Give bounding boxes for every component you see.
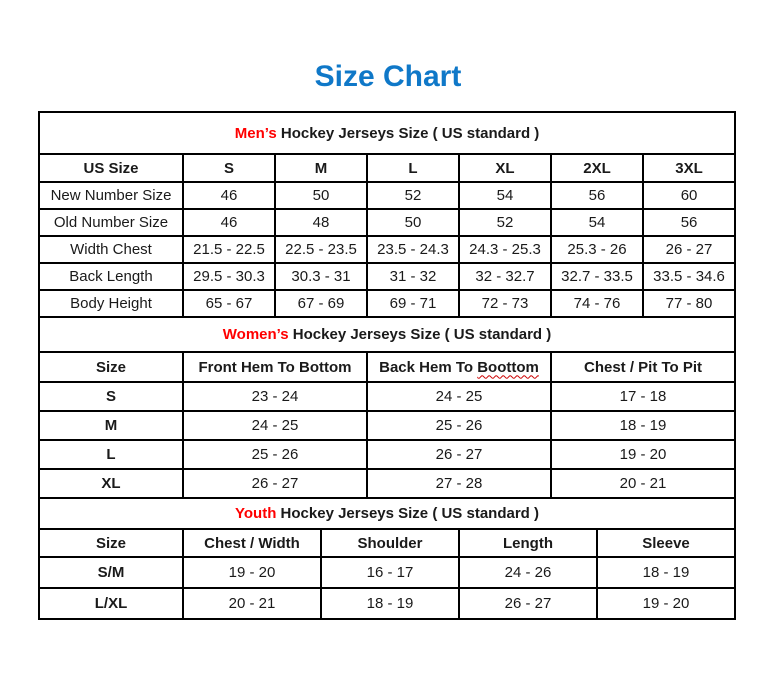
mens-size-table — [38, 111, 736, 318]
mens-size-cell: 65 - 67 — [183, 290, 275, 317]
youth-size-cell: 19 - 20 — [183, 557, 321, 588]
mens-table-caption: Men’s Hockey Jerseys Size ( US standard ) — [39, 112, 735, 154]
youth-table-head — [39, 498, 735, 557]
mens-size-cell: 25.3 - 26 — [551, 236, 643, 263]
womens-caption-highlight: Women’s — [222, 326, 289, 343]
youth-table-body — [39, 557, 735, 619]
mens-column-header: US Size — [39, 154, 183, 182]
mens-table-row — [39, 290, 735, 317]
mens-size-cell: 30.3 - 31 — [275, 263, 367, 290]
page-title: Size Chart — [314, 60, 462, 93]
mens-row-label: Width Chest — [39, 236, 183, 263]
mens-caption-highlight: Men’s — [234, 124, 277, 142]
youth-row-label: S/M — [39, 557, 183, 588]
mens-size-cell: 54 — [459, 182, 551, 209]
mens-size-cell: 23.5 - 24.3 — [367, 236, 459, 263]
mens-size-cell: 52 — [367, 182, 459, 209]
mens-table-row — [39, 236, 735, 263]
mens-size-cell: 50 — [367, 209, 459, 236]
mens-size-cell: 31 - 32 — [367, 263, 459, 290]
youth-column-header: Size — [39, 529, 183, 557]
womens-table-row — [39, 411, 735, 440]
mens-table-body — [39, 182, 735, 317]
womens-table-row — [39, 469, 735, 498]
youth-column-header: Chest / Width — [183, 529, 321, 557]
youth-size-cell: 19 - 20 — [597, 588, 735, 619]
womens-table-row — [39, 440, 735, 469]
mens-size-cell: 67 - 69 — [275, 290, 367, 317]
youth-size-cell: 16 - 17 — [321, 557, 459, 588]
mens-row-label: New Number Size — [39, 182, 183, 209]
youth-size-table — [38, 497, 736, 620]
mens-size-cell: 50 — [275, 182, 367, 209]
mens-column-header: S — [183, 154, 275, 182]
youth-table-row — [39, 557, 735, 588]
womens-size-table — [38, 316, 736, 499]
youth-row-label: L/XL — [39, 588, 183, 619]
mens-size-cell: 26 - 27 — [643, 236, 735, 263]
womens-size-cell: 24 - 25 — [183, 411, 367, 440]
womens-table-head — [39, 317, 735, 382]
mens-size-cell: 32 - 32.7 — [459, 263, 551, 290]
youth-size-cell: 18 - 19 — [321, 588, 459, 619]
mens-table-row — [39, 263, 735, 290]
mens-size-cell: 72 - 73 — [459, 290, 551, 317]
mens-size-cell: 21.5 - 22.5 — [183, 236, 275, 263]
youth-column-header: Length — [459, 529, 597, 557]
womens-misspelled-word: Boottom — [477, 358, 539, 376]
mens-size-cell: 52 — [459, 209, 551, 236]
size-tables-container — [38, 111, 734, 620]
youth-size-cell: 18 - 19 — [597, 557, 735, 588]
mens-column-header: XL — [459, 154, 551, 182]
youth-table-row — [39, 588, 735, 619]
mens-column-header: M — [275, 154, 367, 182]
mens-column-header: 2XL — [551, 154, 643, 182]
mens-size-cell: 46 — [183, 182, 275, 209]
womens-row-label: L — [39, 440, 183, 469]
mens-size-cell: 46 — [183, 209, 275, 236]
womens-column-header: Back Hem To Boottom — [367, 352, 551, 382]
womens-size-cell: 25 - 26 — [367, 411, 551, 440]
mens-row-label: Old Number Size — [39, 209, 183, 236]
mens-row-label: Body Height — [39, 290, 183, 317]
womens-size-cell: 25 - 26 — [183, 440, 367, 469]
mens-size-cell: 48 — [275, 209, 367, 236]
youth-size-cell: 24 - 26 — [459, 557, 597, 588]
womens-size-cell: 23 - 24 — [183, 382, 367, 411]
womens-table-caption: Women’s Hockey Jerseys Size ( US standard ) — [39, 317, 735, 352]
mens-column-header: 3XL — [643, 154, 735, 182]
womens-size-cell: 26 - 27 — [367, 440, 551, 469]
womens-table-row — [39, 382, 735, 411]
mens-table-row — [39, 182, 735, 209]
womens-size-cell: 20 - 21 — [551, 469, 735, 498]
mens-size-cell: 54 — [551, 209, 643, 236]
youth-size-cell: 20 - 21 — [183, 588, 321, 619]
mens-size-cell: 77 - 80 — [643, 290, 735, 317]
youth-caption-highlight: Youth — [235, 505, 277, 522]
womens-size-cell: 19 - 20 — [551, 440, 735, 469]
mens-size-cell: 56 — [643, 209, 735, 236]
mens-size-cell: 74 - 76 — [551, 290, 643, 317]
mens-column-header: L — [367, 154, 459, 182]
mens-size-cell: 32.7 - 33.5 — [551, 263, 643, 290]
womens-column-header: Front Hem To Bottom — [183, 352, 367, 382]
mens-size-cell: 60 — [643, 182, 735, 209]
mens-size-cell: 33.5 - 34.6 — [643, 263, 735, 290]
womens-size-cell: 26 - 27 — [183, 469, 367, 498]
mens-size-cell: 24.3 - 25.3 — [459, 236, 551, 263]
womens-size-cell: 17 - 18 — [551, 382, 735, 411]
womens-row-label: S — [39, 382, 183, 411]
womens-column-header: Size — [39, 352, 183, 382]
womens-table-body — [39, 382, 735, 498]
mens-size-cell: 29.5 - 30.3 — [183, 263, 275, 290]
mens-size-cell: 22.5 - 23.5 — [275, 236, 367, 263]
womens-row-label: XL — [39, 469, 183, 498]
womens-size-cell: 27 - 28 — [367, 469, 551, 498]
youth-size-cell: 26 - 27 — [459, 588, 597, 619]
mens-size-cell: 69 - 71 — [367, 290, 459, 317]
womens-row-label: M — [39, 411, 183, 440]
womens-size-cell: 18 - 19 — [551, 411, 735, 440]
mens-table-head — [39, 112, 735, 182]
mens-table-row — [39, 209, 735, 236]
mens-row-label: Back Length — [39, 263, 183, 290]
youth-column-header: Sleeve — [597, 529, 735, 557]
womens-column-header: Chest / Pit To Pit — [551, 352, 735, 382]
mens-size-cell: 56 — [551, 182, 643, 209]
youth-column-header: Shoulder — [321, 529, 459, 557]
womens-size-cell: 24 - 25 — [367, 382, 551, 411]
youth-table-caption: Youth Hockey Jerseys Size ( US standard ) — [39, 498, 735, 529]
